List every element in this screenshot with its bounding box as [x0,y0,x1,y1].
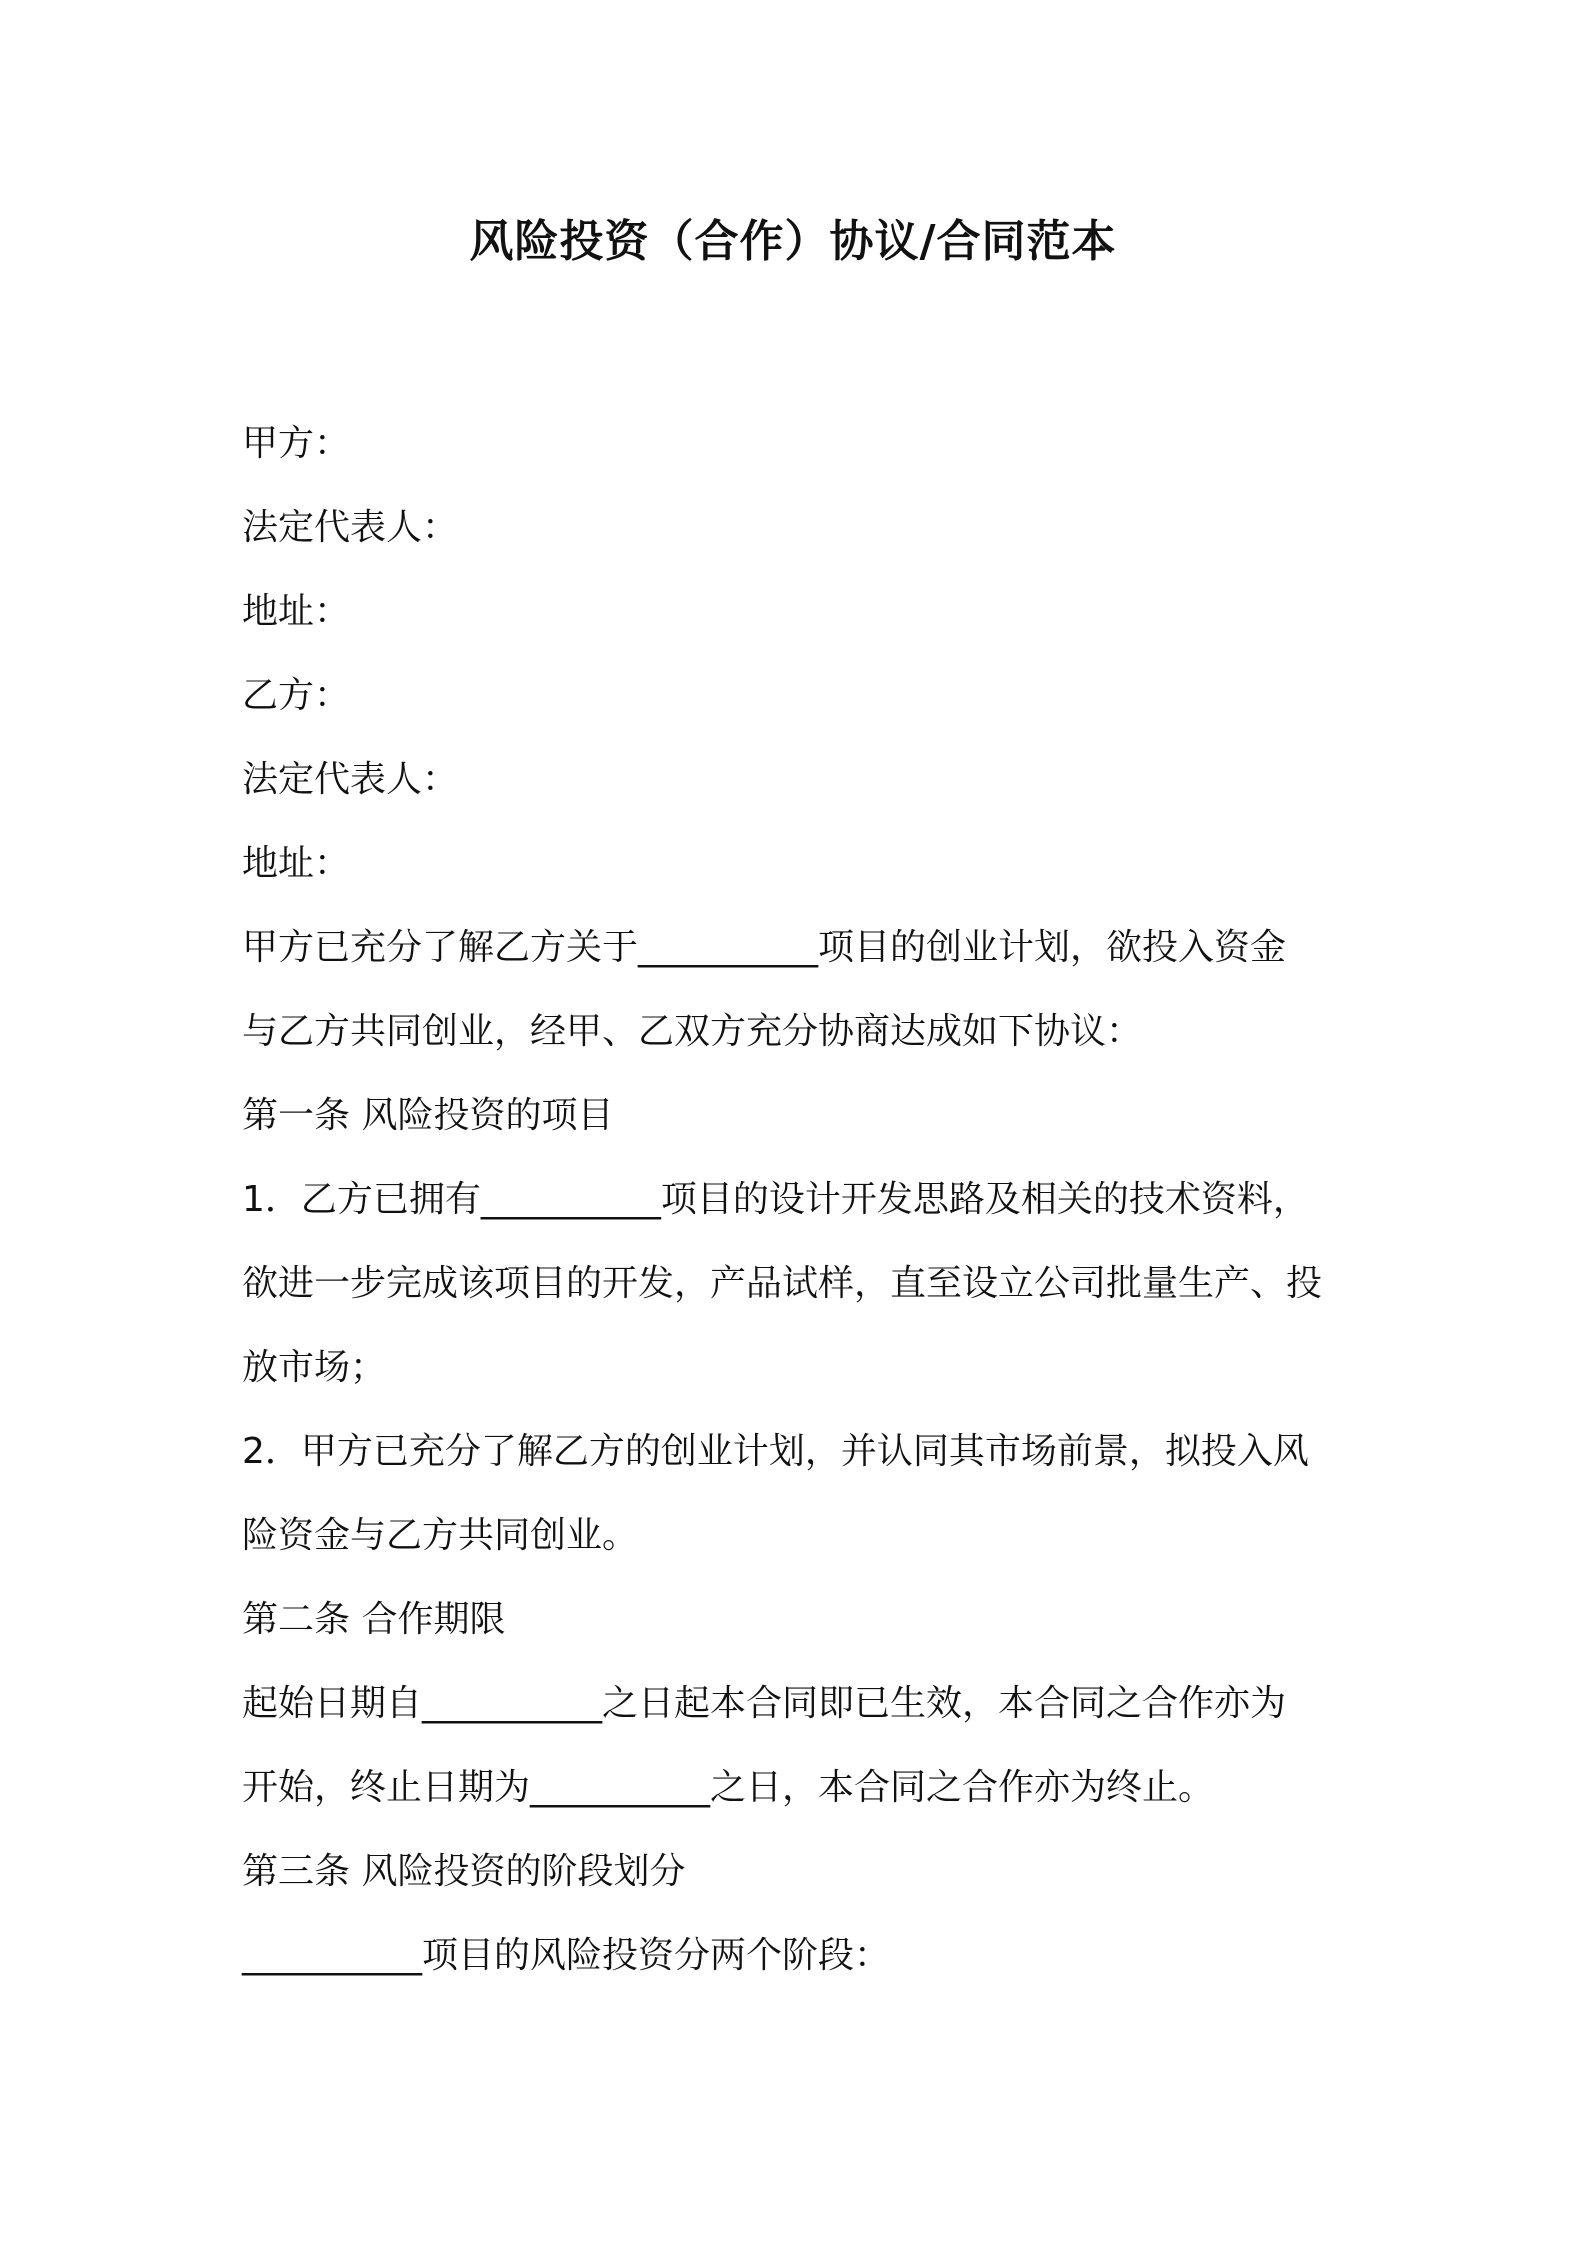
article-2-body-line: 开始，终止日期为__________之日，本合同之合作亦为终止。 [242,1767,1215,1808]
article-2-heading: 第二条 合作期限 [242,1599,506,1640]
party-b-representative-label: 法定代表人： [242,759,459,800]
article-2-body-line: 起始日期自__________之日起本合同即已生效，本合同之合作亦为 [242,1683,1287,1724]
party-a-label: 甲方： [242,423,351,464]
article-1-clause-line: 欲进一步完成该项目的开发，产品试样，直至设立公司批量生产、投 [242,1263,1323,1304]
article-1-heading: 第一条 风险投资的项目 [242,1095,614,1136]
party-b-label: 乙方： [242,675,351,716]
article-3-body-line: __________项目的风险投资分两个阶段： [242,1935,891,1976]
party-a-address-label: 地址： [242,591,351,632]
document-title: 风险投资（合作）协议/合同范本 [469,216,1117,267]
party-a-representative-label: 法定代表人： [242,507,459,548]
document-body [242,402,1362,1998]
preamble-line: 与乙方共同创业，经甲、乙双方充分协商达成如下协议： [242,1011,1143,1052]
article-1-clause-line: 1．乙方已拥有__________项目的设计开发思路及相关的技术资料， [242,1179,1309,1220]
preamble-line: 甲方已充分了解乙方关于__________项目的创业计划，欲投入资金 [242,927,1287,968]
article-1-clause-line: 2．甲方已充分了解乙方的创业计划，并认同其市场前景，拟投入风 [242,1431,1309,1472]
party-b-address-label: 地址： [242,843,351,884]
article-1-clause-line: 放市场； [242,1347,387,1388]
article-1-clause-line: 险资金与乙方共同创业。 [242,1515,639,1556]
article-3-heading: 第三条 风险投资的阶段划分 [242,1851,686,1892]
